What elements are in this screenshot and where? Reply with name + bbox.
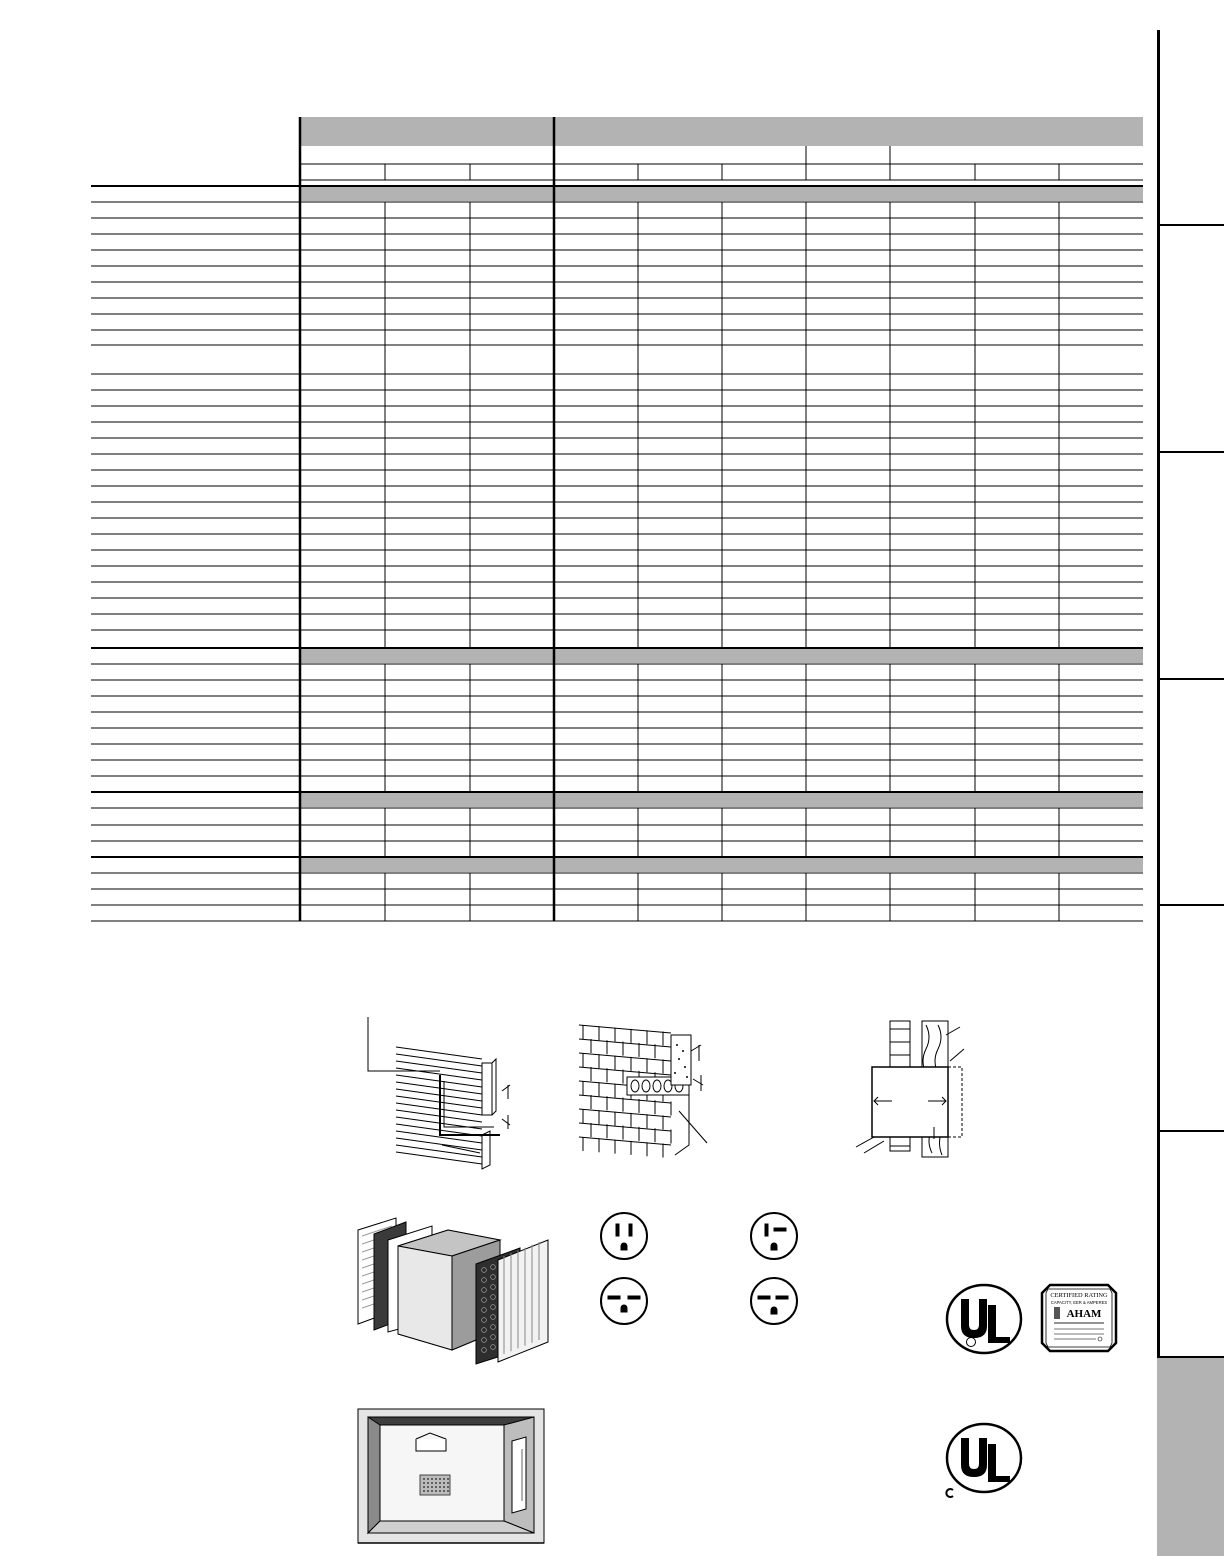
vent-dot <box>439 1490 441 1492</box>
section-tab-4[interactable] <box>1157 678 1224 906</box>
siding-board-line <box>396 1054 482 1066</box>
brick-row-line <box>579 1025 671 1033</box>
vent-dot <box>431 1482 433 1484</box>
exploded-air-conditioner-icon <box>352 1200 552 1370</box>
brick-row-line <box>579 1053 671 1061</box>
vent-dot <box>447 1490 449 1492</box>
vent-dot <box>435 1490 437 1492</box>
brick-row-line <box>579 1109 671 1117</box>
c-ul-listed-logo <box>940 1420 1024 1500</box>
vent-dot <box>443 1478 445 1480</box>
wall-sleeve-box-icon <box>354 1405 548 1547</box>
vent-dot <box>427 1490 429 1492</box>
brick-row-line <box>579 1095 671 1103</box>
vent-dot <box>443 1486 445 1488</box>
vent-dot <box>443 1482 445 1484</box>
vent-dot <box>435 1482 437 1484</box>
aham-line-1: CERTIFIED RATING <box>1050 1292 1108 1299</box>
outlet-115v-icon <box>601 1213 647 1259</box>
section-tab-7-active[interactable] <box>1157 1356 1224 1556</box>
vent-dot <box>431 1478 433 1480</box>
brick-row-line <box>579 1137 671 1145</box>
siding-board-line <box>396 1047 482 1059</box>
vent-dot <box>431 1490 433 1492</box>
section-tab-bar <box>1157 30 1224 1554</box>
section-band-4 <box>300 858 1143 872</box>
section-tab-6[interactable] <box>1157 1130 1224 1358</box>
receptacle-outlet-icons <box>596 1208 814 1332</box>
brick-row-line <box>579 1123 671 1131</box>
vent-dot <box>443 1490 445 1492</box>
vent-dot <box>427 1486 429 1488</box>
vent-dot <box>439 1486 441 1488</box>
header-band-right <box>554 117 1143 146</box>
section-band-3 <box>300 793 1143 807</box>
aham-certified-rating-seal <box>1040 1283 1118 1353</box>
vent-dot <box>423 1490 425 1492</box>
siding-board-line <box>396 1152 482 1164</box>
vent-dot <box>427 1478 429 1480</box>
aham-line-2: CAPACITY, EER & AMPERES <box>1050 1300 1108 1305</box>
brick-row-line <box>579 1039 671 1047</box>
vent-dot <box>423 1478 425 1480</box>
wall-sleeve-cross-section-icon <box>850 1015 980 1165</box>
siding-board-line <box>396 1138 482 1150</box>
aham-brand: AHAM <box>1066 1308 1102 1320</box>
header-band-left <box>300 117 554 146</box>
outlet-230v-20a-icon <box>751 1278 797 1324</box>
vent-dot <box>447 1478 449 1480</box>
vent-dot <box>427 1482 429 1484</box>
vent-dot <box>431 1486 433 1488</box>
section-tab-5[interactable] <box>1157 904 1224 1132</box>
section-band-1 <box>300 187 1143 201</box>
vent-dot <box>423 1482 425 1484</box>
vent-dot <box>447 1486 449 1488</box>
section-tab-2[interactable] <box>1157 224 1224 453</box>
vent-dot <box>435 1486 437 1488</box>
vent-dot <box>423 1486 425 1488</box>
vent-dot <box>439 1478 441 1480</box>
ul-listed-logo <box>944 1283 1024 1355</box>
brick-row-line <box>579 1067 671 1075</box>
vent-dot <box>447 1482 449 1484</box>
brick-wall-installation-icon <box>575 1015 725 1165</box>
siding-wall-installation-icon <box>362 1015 522 1175</box>
section-band-2 <box>300 649 1143 663</box>
outlet-tandem-icon <box>751 1213 797 1259</box>
section-tab-3[interactable] <box>1157 451 1224 680</box>
vent-dot <box>435 1478 437 1480</box>
section-tab-1[interactable] <box>1157 30 1224 226</box>
outlet-230v-15a-icon <box>601 1278 647 1324</box>
vent-dot <box>439 1482 441 1484</box>
